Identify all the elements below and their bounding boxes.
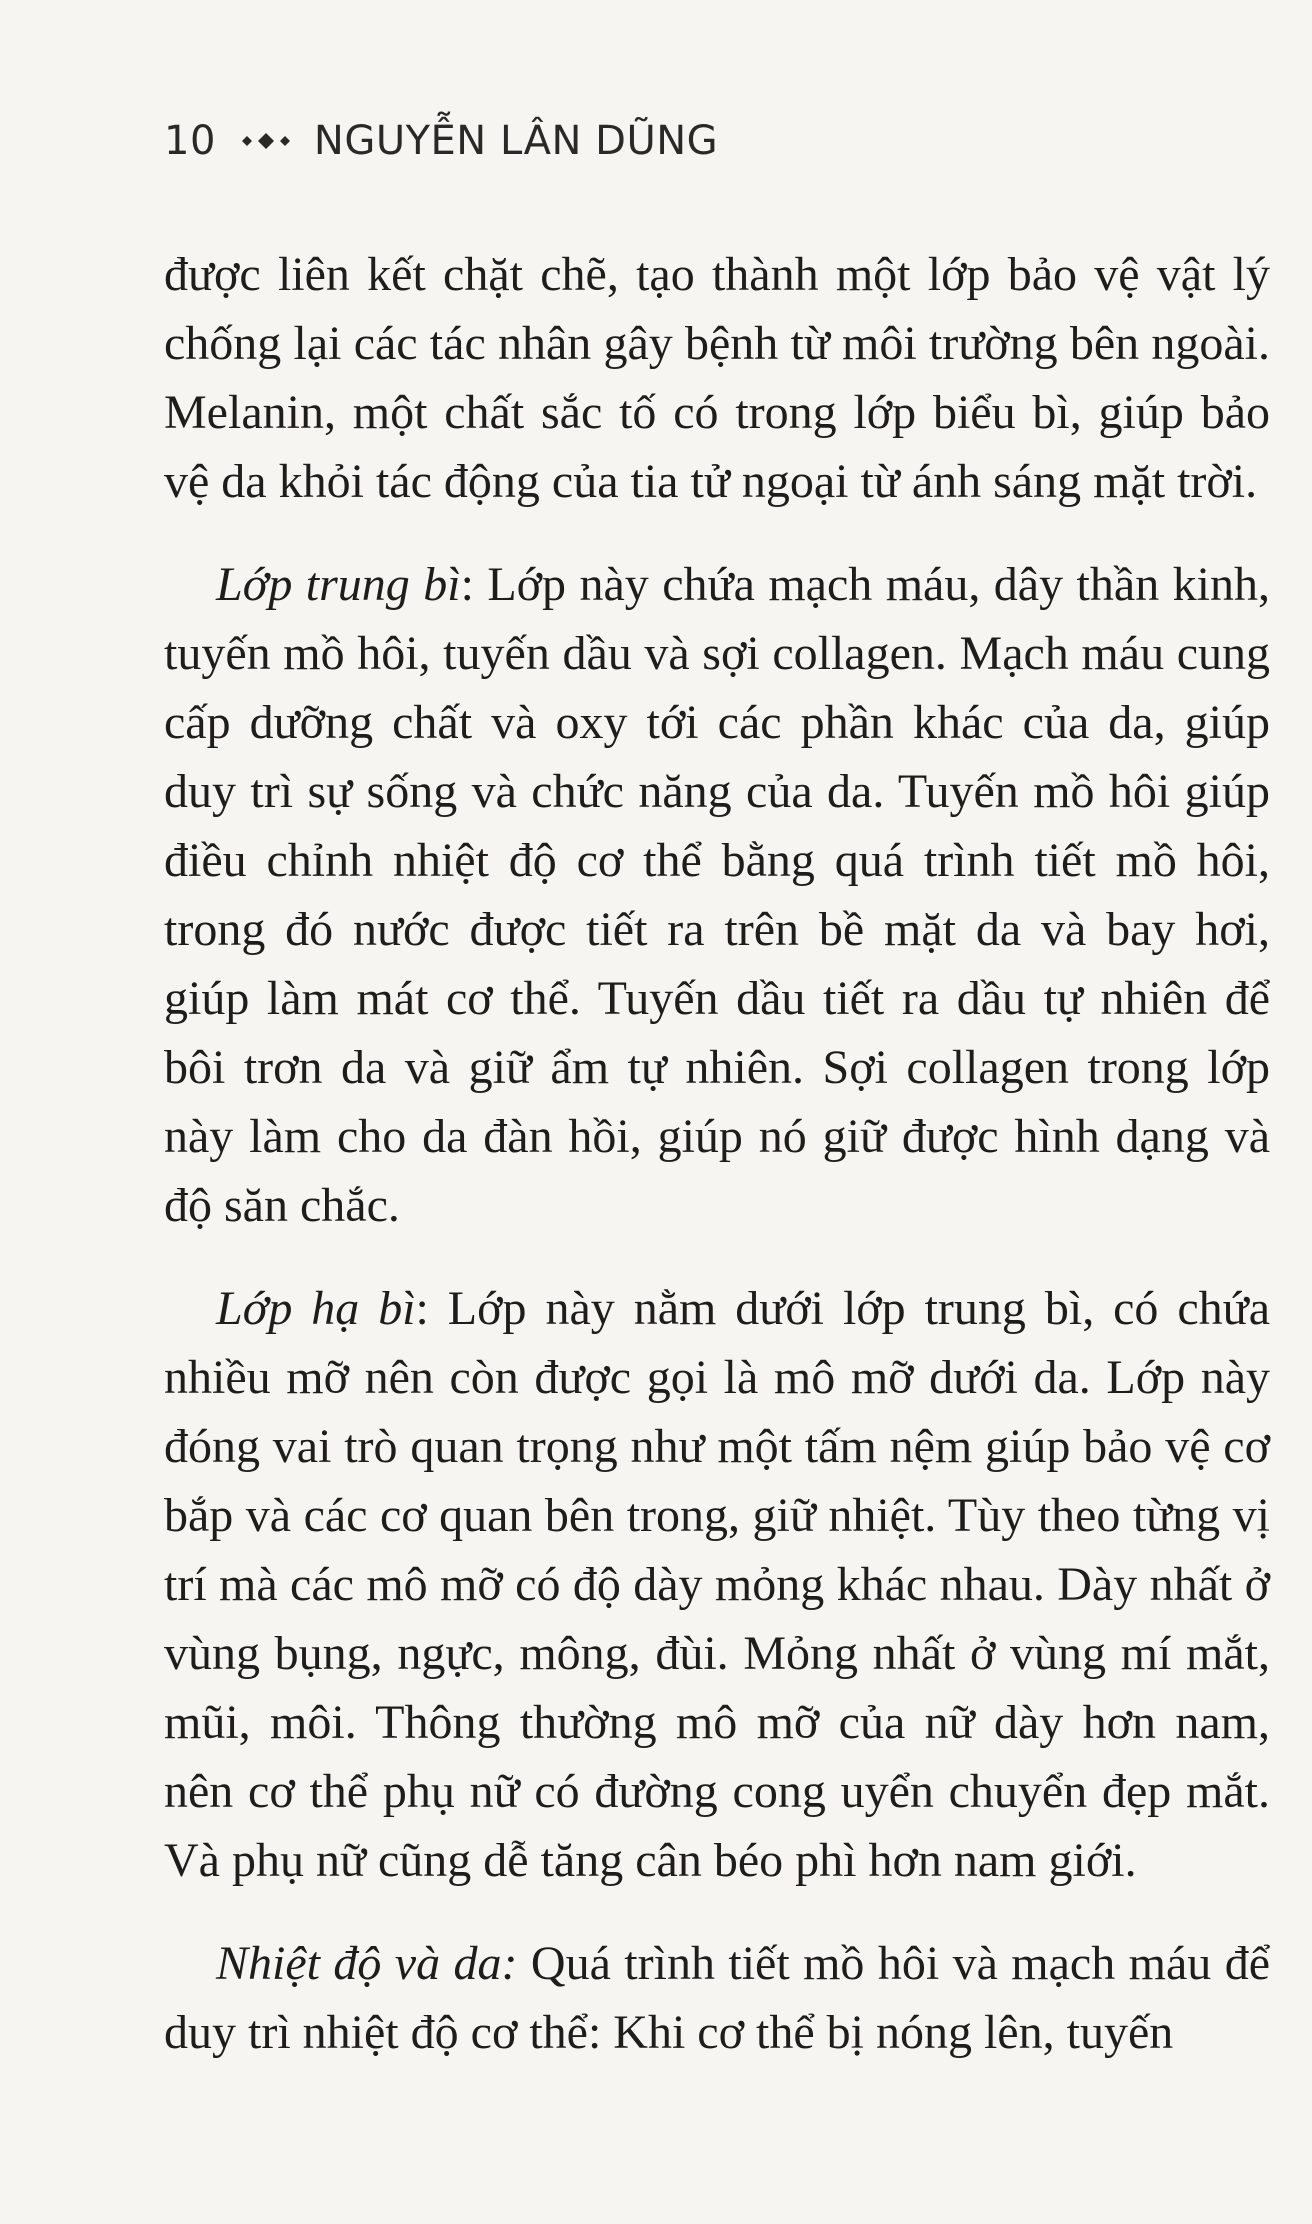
paragraph-lead-term: Nhiệt độ và da:: [216, 1937, 518, 1990]
page-number: 10: [164, 118, 216, 164]
running-head-author: NGUYỄN LÂN DŨNG: [313, 118, 719, 164]
paragraph-text: : Lớp này chứa mạch máu, dây thần kinh, tuyến mồ hôi, tuyến dầu và sợi collagen. Mạch máu cung cấp dưỡng chất và oxy tới các phần khác của da, giúp duy trì sự sống và chức năng của da. Tuyến mồ hôi giúp điều chỉnh nhiệt độ cơ thể bằng quá trình tiết mồ hôi, trong đó nước được tiết ra trên bề mặt da và bay hơi, giúp làm mát cơ thể. Tuyến dầu tiết ra dầu tự nhiên để bôi trơn da và giữ ẩm tự nhiên. Sợi collagen trong lớp này làm cho da đàn hồi, giúp nó giữ được hình dạng và độ săn chắc.: [164, 558, 1270, 1232]
diamond-ornament-icon: [242, 133, 290, 149]
paragraph-dermis: [164, 550, 1270, 1240]
paragraph-text: : Lớp này nằm dưới lớp trung bì, có chứa nhiều mỡ nên còn được gọi là mô mỡ dưới da. Lớp này đóng vai trò quan trọng như một tấm nệm giúp bảo vệ cơ bắp và các cơ quan bên trong, giữ nhiệt. Tùy theo từng vị trí mà các mô mỡ có độ dày mỏng khác nhau. Dày nhất ở vùng bụng, ngực, mông, đùi. Mỏng nhất ở vùng mí mắt, mũi, môi. Thông thường mô mỡ của nữ dày hơn nam, nên cơ thể phụ nữ có đường cong uyển chuyển đẹp mắt. Và phụ nữ cũng dễ tăng cân béo phì hơn nam giới.: [164, 1282, 1270, 1887]
paragraph-text: Quá trình tiết mồ hôi và mạch máu để duy trì nhiệt độ cơ thể: Khi cơ thể bị nóng lên, tuyến: [164, 1937, 1270, 2059]
paragraph-text: được liên kết chặt chẽ, tạo thành một lớp bảo vệ vật lý chống lại các tác nhân gây bệnh từ môi trường bên ngoài. Melanin, một chất sắc tố có trong lớp biểu bì, giúp bảo vệ da khỏi tác động của tia tử ngoại từ ánh sáng mặt trời.: [164, 248, 1270, 508]
paragraph-continuation: [164, 240, 1270, 516]
paragraph-hypodermis: [164, 1274, 1270, 1895]
paragraph-lead-term: Lớp hạ bì: [216, 1282, 416, 1335]
body-text: [164, 240, 1270, 2101]
paragraph-lead-term: Lớp trung bì: [216, 558, 461, 611]
paragraph-temperature: [164, 1929, 1270, 2067]
page-header: [164, 118, 718, 164]
